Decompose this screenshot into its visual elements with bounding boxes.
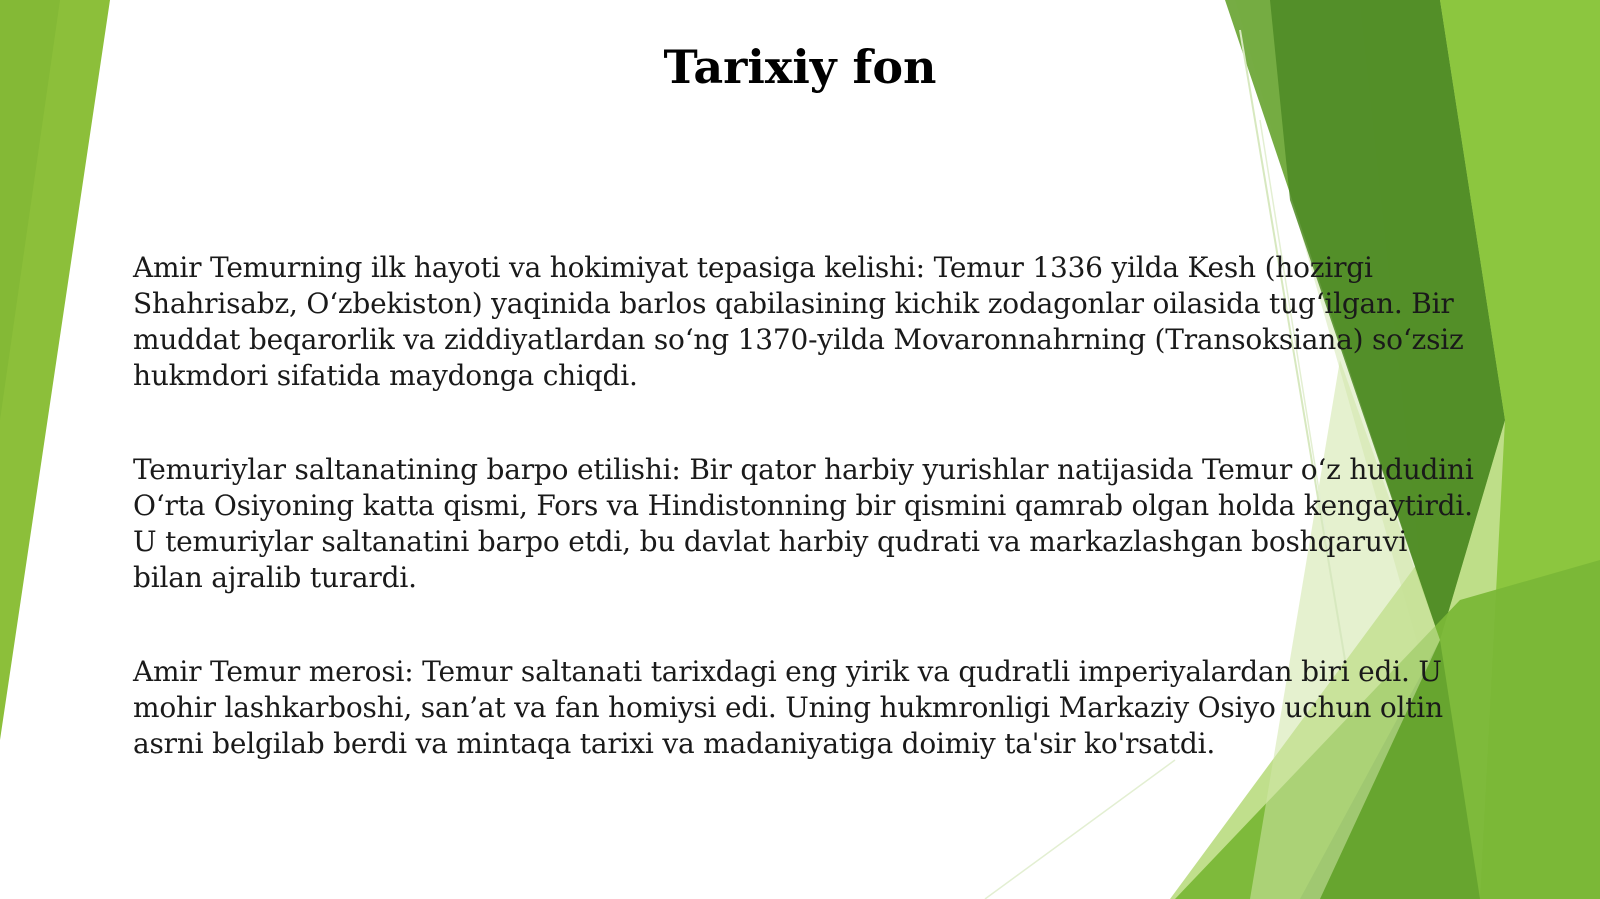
slide-title: Tarixiy fon bbox=[663, 40, 937, 94]
paragraph-empire-founding: Temuriylar saltanatining barpo etilishi: Bir qator harbiy yurishlar natijasida Temur o‘z hududini O‘rta Osiyoning katta qismi, Fors va Hindistonning bir qismini qamrab olgan holda kengaytirdi. U temuriylar saltanatini barpo etdi, bu davlat harbiy qudrati va markazlashgan boshqaruvi bilan ajralib turardi. bbox=[133, 453, 1474, 594]
slide-content bbox=[133, 250, 1483, 820]
paragraph-early-life: Amir Temurning ilk hayoti va hokimiyat tepasiga kelishi: Temur 1336 yilda Kesh (hozirgi Shahrisabz, O‘zbekiston) yaqinida barlos qabilasining kichik zodagonlar oilasida tug‘ilgan. Bir muddat beqarorlik va ziddiyatlardan so‘ng 1370-yilda Movaronnahrning (Transoksiana) so‘zsiz hukmdori sifatida maydonga chiqdi. bbox=[133, 251, 1464, 392]
paragraph-legacy: Amir Temur merosi: Temur saltanati tarixdagi eng yirik va qudratli imperiyalardan biri edi. U mohir lashkarboshi, san’at va fan homiysi edi. Uning hukmronligi Markaziy Osiyo uchun oltin asrni belgilab berdi va mintaqa tarixi va madaniyatiga doimiy ta'sir ko'rsatdi. bbox=[133, 655, 1443, 760]
